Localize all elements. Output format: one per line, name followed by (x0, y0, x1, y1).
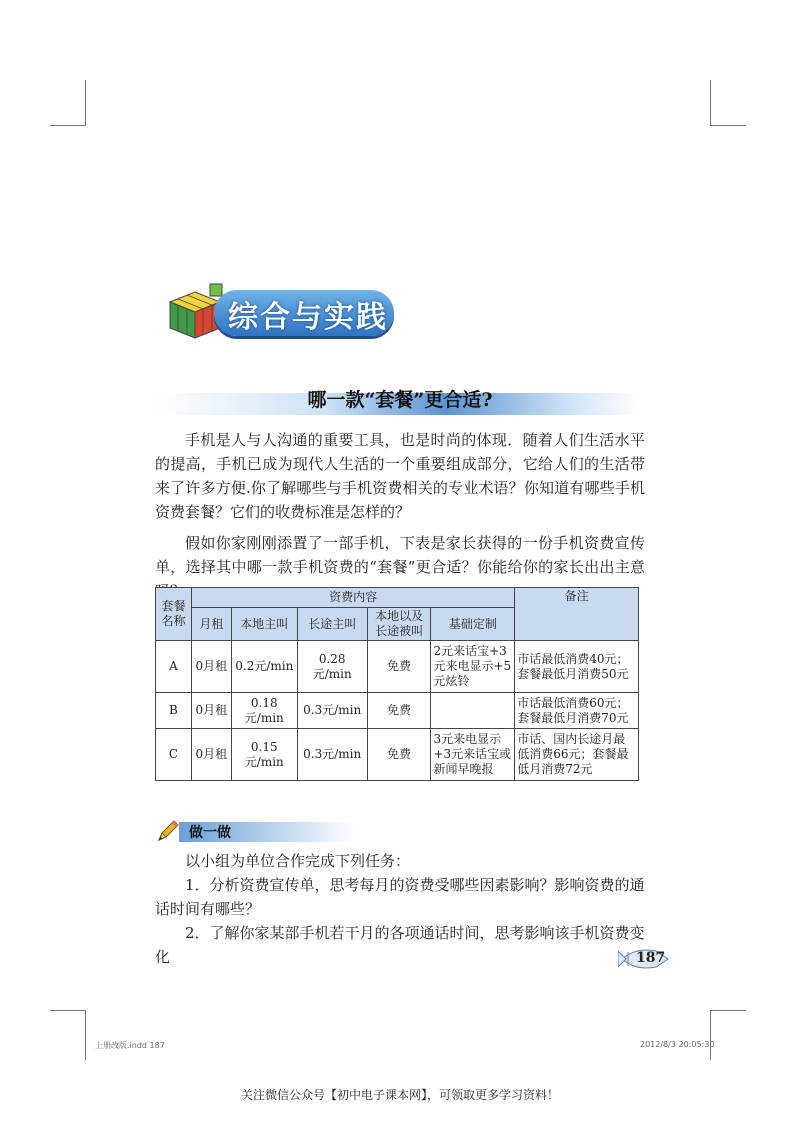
cell-monthly: 0月租 (191, 641, 231, 693)
cell-called: 免费 (367, 693, 431, 729)
crop-mark (50, 1010, 86, 1011)
cell-note: 市话最低消费60元；套餐最低月消费70元 (515, 693, 639, 729)
cell-note: 市话、国内长途月最低消费66元；套餐最低月消费72元 (515, 729, 639, 781)
header-long: 长途主叫 (297, 608, 367, 641)
cell-monthly: 0月租 (191, 729, 231, 781)
activity-header (155, 818, 355, 844)
activity-intro: 以小组为单位合作完成下列任务： (185, 852, 411, 870)
header-base: 基础定制 (431, 608, 515, 641)
activity-title: 做一做 (189, 825, 231, 841)
cell-local: 0.2元/min (231, 641, 297, 693)
crop-mark (50, 125, 86, 126)
cell-monthly: 0月租 (191, 693, 231, 729)
header-note: 备注 (515, 588, 639, 641)
cell-long: 0.3元/min (297, 693, 367, 729)
task-2: 2．了解你家某部手机若干月的各项通话时间，思考影响该手机资费变化 (155, 924, 645, 966)
crop-mark (710, 1010, 711, 1060)
footer-note: 关注微信公众号【初中电子课本网】，可领取更多学习资料！ (240, 1088, 559, 1102)
cell-base: 3元来电显示+3元来话宝或新闻早晚报 (431, 729, 515, 781)
section-title: 综合与实践 (228, 300, 388, 335)
page-number: 187 (636, 950, 666, 966)
task-1: 1．分析资费宣传单，思考每月的资费受哪些因素影响？影响资费的通话时间有哪些？ (155, 876, 645, 918)
article-title: 哪一款“套餐”更合适? (307, 389, 493, 411)
header-local: 本地主叫 (231, 608, 297, 641)
cell-name: B (156, 693, 192, 729)
cell-long: 0.3元/min (297, 729, 367, 781)
cell-base: 2元来话宝+3元来电显示+5元炫铃 (431, 641, 515, 693)
cell-base (431, 693, 515, 729)
crop-mark (85, 80, 86, 126)
page-number-badge (618, 946, 674, 972)
table-row (156, 641, 639, 693)
crop-mark (710, 80, 711, 126)
paragraph-2: 假如你家刚刚添置了一部手机，下表是家长获得的一份手机资费宣传单，选择其中哪一款手机资费的“套餐”更合适？你能给你的家长出出主意 (155, 534, 645, 576)
crop-mark (710, 1010, 746, 1011)
crop-mark (85, 1010, 86, 1060)
cell-called: 免费 (367, 729, 431, 781)
crop-mark (710, 125, 746, 126)
cell-called: 免费 (367, 641, 431, 693)
paragraph-1: 手机是人与人沟通的重要工具，也是时尚的体现．随着人们生活水平的提高，手机已成为现代人生活的一个重要组成部分，它给人们的生活带来了许多方便.你了解哪些与手机资费相关的专业术语？你知道有哪些手机资费套餐？它们的收费标准是怎样的？ (155, 431, 645, 521)
cell-local: 0.15元/min (231, 729, 297, 781)
section-banner (160, 282, 400, 342)
header-called: 本地以及长途被叫 (367, 608, 431, 641)
cell-local: 0.18元/min (231, 693, 297, 729)
cell-note: 市话最低消费40元；套餐最低月消费50元 (515, 641, 639, 693)
header-plan-name: 套餐名称 (156, 588, 192, 641)
cell-long: 0.28元/min (297, 641, 367, 693)
header-monthly: 月租 (191, 608, 231, 641)
footer-file: 上册改版.indd 187 (95, 1041, 165, 1050)
tariff-table (155, 587, 639, 781)
table-row (156, 729, 639, 781)
footer-timestamp: 2012/8/3 20:05:30 (640, 1040, 715, 1049)
table-row (156, 693, 639, 729)
cell-name: C (156, 729, 192, 781)
cell-name: A (156, 641, 192, 693)
pencil-icon (155, 818, 181, 844)
header-content: 资费内容 (191, 588, 514, 608)
